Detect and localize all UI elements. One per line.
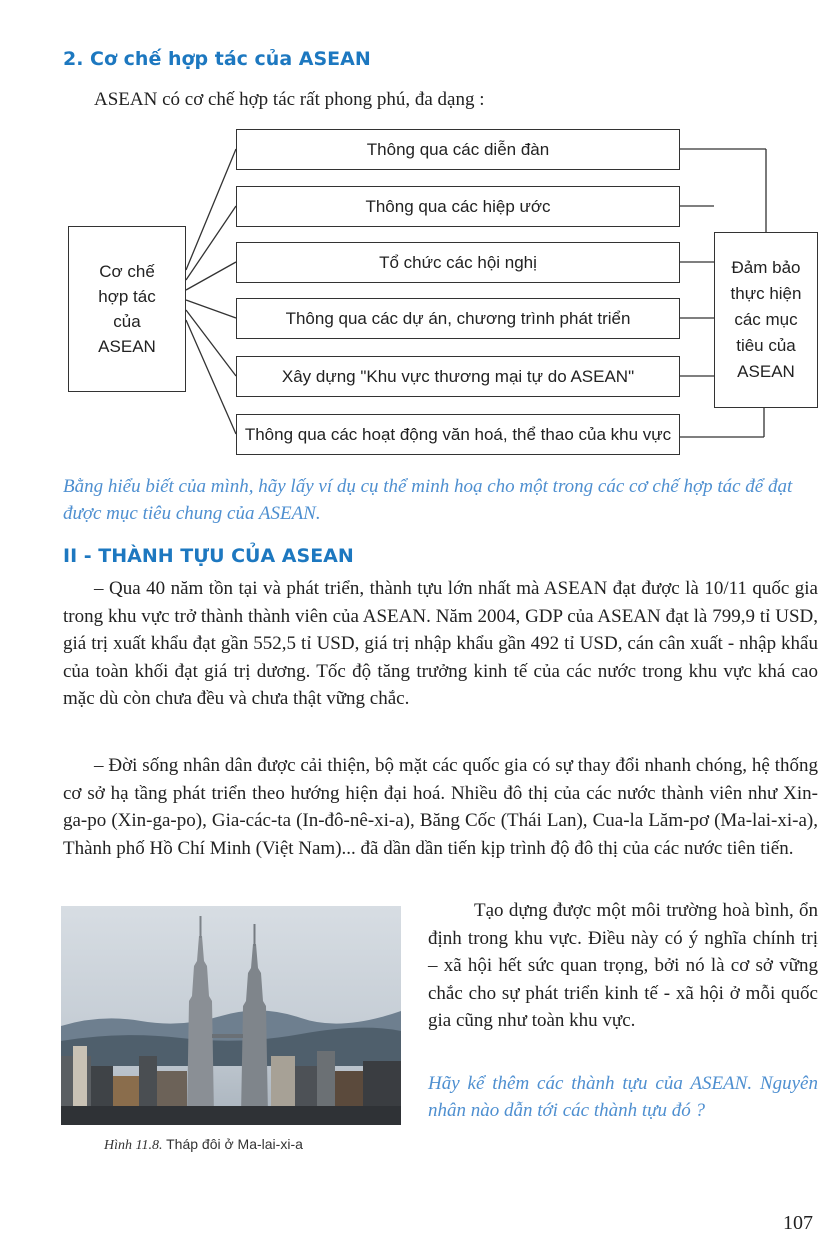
- goal-line-3: các mục: [734, 310, 798, 329]
- page-number: 107: [783, 1212, 813, 1234]
- source-line-2: hợp tác: [98, 287, 156, 306]
- section-heading-mechanism: 2. Cơ chế hợp tác của ASEAN: [63, 48, 371, 70]
- question-mechanism-example: Bằng hiểu biết của mình, hãy lấy ví dụ cụ thể minh hoạ cho một trong các cơ chế hợp tác để đạt được mục tiêu chung của ASEAN.: [63, 476, 793, 524]
- petronas-towers-illustration: [61, 906, 401, 1125]
- mechanism-item-projects: Thông qua các dự án, chương trình phát triển: [236, 298, 680, 339]
- figure-caption-text: Tháp đôi ở Ma-lai-xi-a: [166, 1136, 303, 1152]
- mechanism-item-free-trade: Xây dựng "Khu vực thương mại tự do ASEAN": [236, 356, 680, 397]
- figure-label: Hình 11.8.: [104, 1138, 163, 1153]
- petronas-towers-photo: [61, 906, 401, 1125]
- mechanism-source-box: [68, 226, 186, 392]
- goal-line-1: Đảm bảo: [731, 258, 801, 277]
- mechanism-item-conferences: Tổ chức các hội nghị: [236, 242, 680, 283]
- mechanism-goal-box: [714, 232, 818, 408]
- mechanism-item-treaties: Thông qua các hiệp ước: [236, 186, 680, 227]
- mechanism-intro: ASEAN có cơ chế hợp tác rất phong phú, đa dạng :: [94, 89, 485, 110]
- goal-line-4: tiêu của: [736, 336, 796, 355]
- mechanism-item-culture-sports: Thông qua các hoạt động văn hoá, thể thao của khu vực: [236, 414, 680, 455]
- achievements-paragraph-2: – Đời sống nhân dân được cải thiện, bộ mặt các quốc gia có sự thay đổi nhanh chóng, hệ thống cơ sở hạ tầng phát triển theo hướng hiện đại hoá. Nhiều đô thị của các nước thành viên như Xin-ga-po (Xin-ga-po), Gia-các-ta (In-đô-nê-xi-a), Băng Cốc (Thái Lan), Cua-la Lăm-pơ (Ma-lai-xi-a), Thành phố Hồ Chí Minh (Việt Nam)... đã dần dần tiến kịp trình độ đô thị của các nước tiên tiến.: [63, 755, 818, 859]
- source-line-1: Cơ chế: [99, 262, 155, 281]
- mechanism-item-forums: Thông qua các diễn đàn: [236, 129, 680, 170]
- achievements-paragraph-3: Tạo dựng được một môi trường hoà bình, ổn định trong khu vực. Điều này có ý nghĩa chính trị – xã hội hết sức quan trọng, bởi nó là cơ sở vững chắc cho sự phát triển kinh tế - xã hội ở mỗi quốc gia cũng như toàn khu vực.: [428, 900, 818, 1032]
- figure-caption: [104, 1136, 303, 1154]
- goal-line-2: thực hiện: [730, 284, 802, 303]
- question-more-achievements: Hãy kể thêm các thành tựu của ASEAN. Nguyên nhân nào dẫn tới các thành tựu đó ?: [428, 1073, 818, 1121]
- source-line-4: ASEAN: [98, 337, 156, 356]
- section-heading-achievements: II - THÀNH TỰU CỦA ASEAN: [63, 545, 354, 567]
- mechanism-diagram: [0, 0, 838, 470]
- achievements-paragraph-1: – Qua 40 năm tồn tại và phát triển, thành tựu lớn nhất mà ASEAN đạt được là 10/11 quốc gia trong khu vực trở thành thành viên của ASEAN. Năm 2004, GDP của ASEAN đạt là 799,9 tỉ USD, giá trị xuất khẩu đạt gần 552,5 tỉ USD, giá trị nhập khẩu gần 492 tỉ USD, cán cân xuất - nhập khẩu của toàn khối đạt giá trị dương. Tốc độ tăng trưởng kinh tế của các nước trong khu vực khá cao mặc dù còn chưa đều và chưa thật vững chắc.: [63, 578, 818, 710]
- source-line-3: của: [113, 312, 141, 331]
- goal-line-5: ASEAN: [737, 362, 795, 381]
